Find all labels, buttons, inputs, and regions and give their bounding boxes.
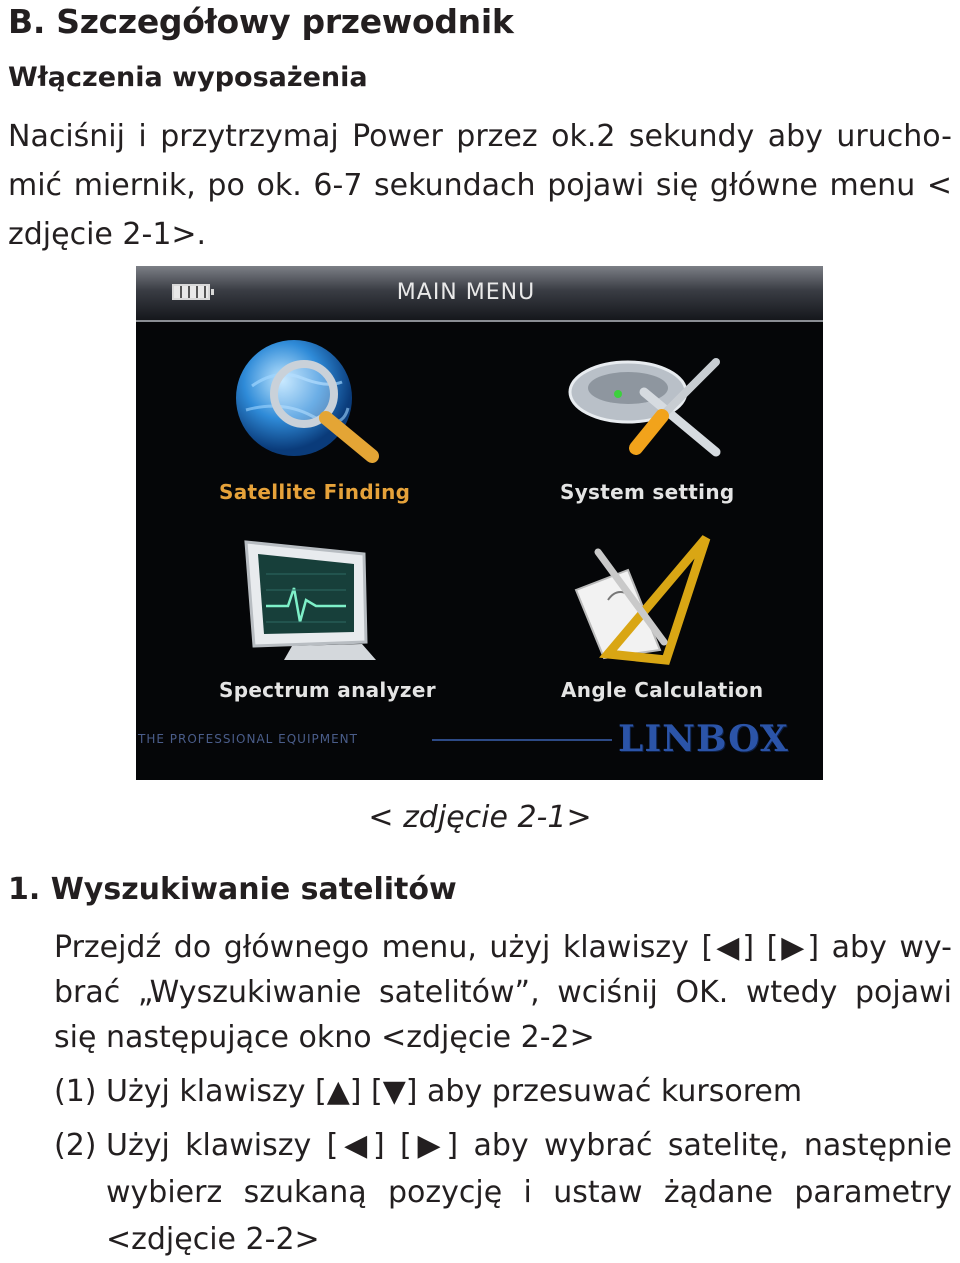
protractor-icon[interactable] <box>568 530 728 665</box>
menu-item-angle-calculation[interactable]: Angle Calculation <box>561 678 764 702</box>
menu-title: MAIN MENU <box>396 280 536 305</box>
menu-item-satellite-finding[interactable]: Satellite Finding <box>219 480 411 504</box>
list-item-number: (2) <box>54 1128 97 1163</box>
menu-item-system-setting[interactable]: System setting <box>560 480 735 504</box>
brand-logo: LINBOX <box>618 718 789 760</box>
divider <box>432 739 612 741</box>
monitor-spectrum-icon[interactable] <box>236 534 386 664</box>
list-item: (1) Użyj klawiszy [▲] [▼] aby przesuwać kursorem <box>54 1074 803 1109</box>
list-item-line: wybierz szukaną pozycję i ustaw żądane parametry <box>106 1175 952 1210</box>
menu-item-spectrum-analyzer[interactable]: Spectrum analyzer <box>219 678 436 702</box>
intro-line: mić miernik, po ok. 6-7 sekundach pojawi się główne menu < <box>8 168 952 203</box>
tagline: THE PROFESSIONAL EQUIPMENT <box>138 732 358 746</box>
list-item <box>54 1122 952 1262</box>
menu-titlebar <box>136 266 823 322</box>
list-item-line: <zdjęcie 2-2> <box>106 1222 320 1257</box>
paragraph-line: Przejdź do głównego menu, użyj klawiszy [◀] [▶] aby wy- <box>54 930 952 965</box>
subheading: Włączenia wyposażenia <box>8 62 368 93</box>
tools-icon[interactable] <box>566 344 736 469</box>
paragraph-line: brać „Wyszukiwanie satelitów”, wciśnij OK. wtedy pojawi <box>54 975 952 1010</box>
figure-caption: < zdjęcie 2-1> <box>368 800 592 835</box>
section-title: 1. Wyszukiwanie satelitów <box>8 872 457 907</box>
page-heading: B. Szczegółowy przewodnik <box>8 2 514 41</box>
intro-line: zdjęcie 2-1>. <box>8 217 207 252</box>
intro-paragraph <box>8 112 952 259</box>
section-paragraph <box>54 925 952 1060</box>
intro-line: Naciśnij i przytrzymaj Power przez ok.2 sekundy aby urucho- <box>8 119 952 154</box>
list-item-line: Użyj klawiszy [◀] [▶] aby wybrać satelitę, następnie <box>106 1128 952 1163</box>
main-menu-screenshot <box>136 266 823 780</box>
magnifier-globe-icon[interactable] <box>232 338 392 468</box>
paragraph-line: się następujące okno <zdjęcie 2-2> <box>54 1020 595 1055</box>
